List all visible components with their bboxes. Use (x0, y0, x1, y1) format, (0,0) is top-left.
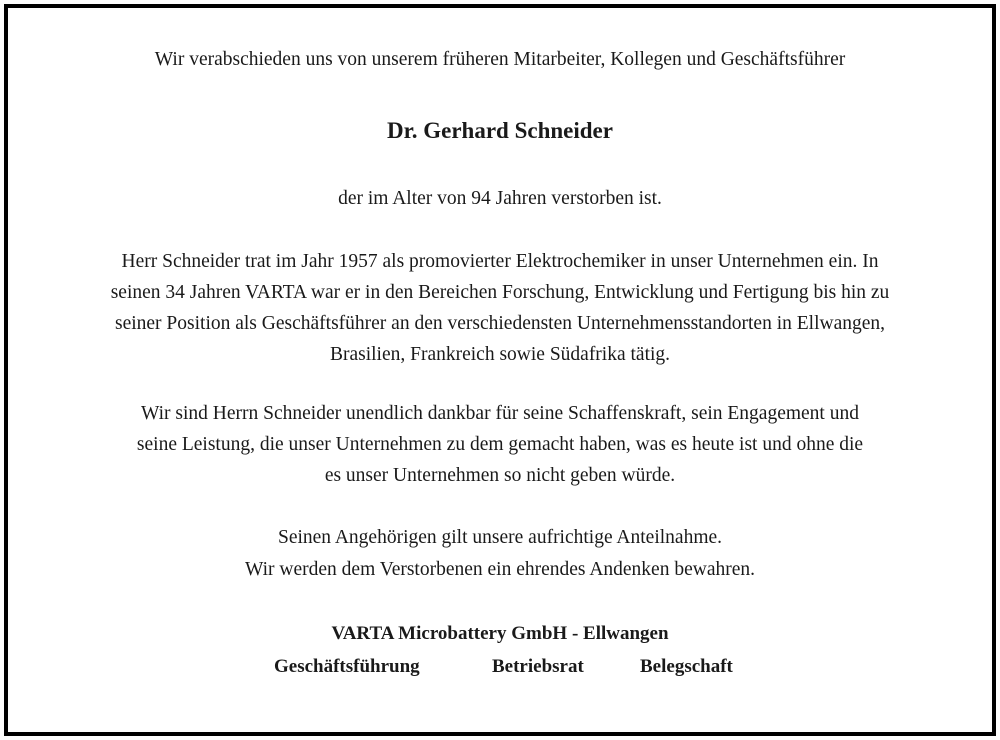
gratitude-line-2: seine Leistung, die unser Unternehmen zu dem gemacht haben, was es heute ist und ohne die (136, 434, 864, 455)
career-line-3: seiner Position als Geschäftsführer an den verschiedensten Unternehmensstandorten in Ellwangen, (114, 313, 886, 334)
intro-text: Wir verabschieden uns von unserem früheren Mitarbeiter, Kollegen und Geschäftsführer (154, 49, 846, 70)
career-line-2: seinen 34 Jahren VARTA war er in den Bereichen Forschung, Entwicklung und Fertigung bis hin zu (110, 282, 890, 303)
age-line: der im Alter von 94 Jahren verstorben ist. (338, 188, 662, 209)
career-line-4: Brasilien, Frankreich sowie Südafrika tätig. (329, 344, 671, 365)
gratitude-line-1: Wir sind Herrn Schneider unendlich dankbar für seine Schaffenskraft, sein Engagement und (141, 403, 859, 424)
signatory-staff: Belegschaft (640, 656, 733, 677)
signatory-works-council: Betriebsrat (492, 656, 584, 677)
company-name: VARTA Microbattery GmbH - Ellwangen (331, 623, 669, 644)
condolence-line-2: Wir werden dem Verstorbenen ein ehrendes Andenken bewahren. (245, 559, 755, 580)
signatory-management: Geschäftsführung (274, 656, 420, 677)
condolence-line-1: Seinen Angehörigen gilt unsere aufrichtige Anteilnahme. (277, 527, 723, 548)
deceased-name: Dr. Gerhard Schneider (387, 118, 613, 143)
signatories (8, 654, 992, 680)
career-line-1: Herr Schneider trat im Jahr 1957 als promovierter Elektrochemiker in unser Unternehmen ein. In (121, 251, 879, 272)
obituary-notice (4, 4, 996, 736)
gratitude-line-3: es unser Unternehmen so nicht geben würde. (324, 465, 676, 486)
